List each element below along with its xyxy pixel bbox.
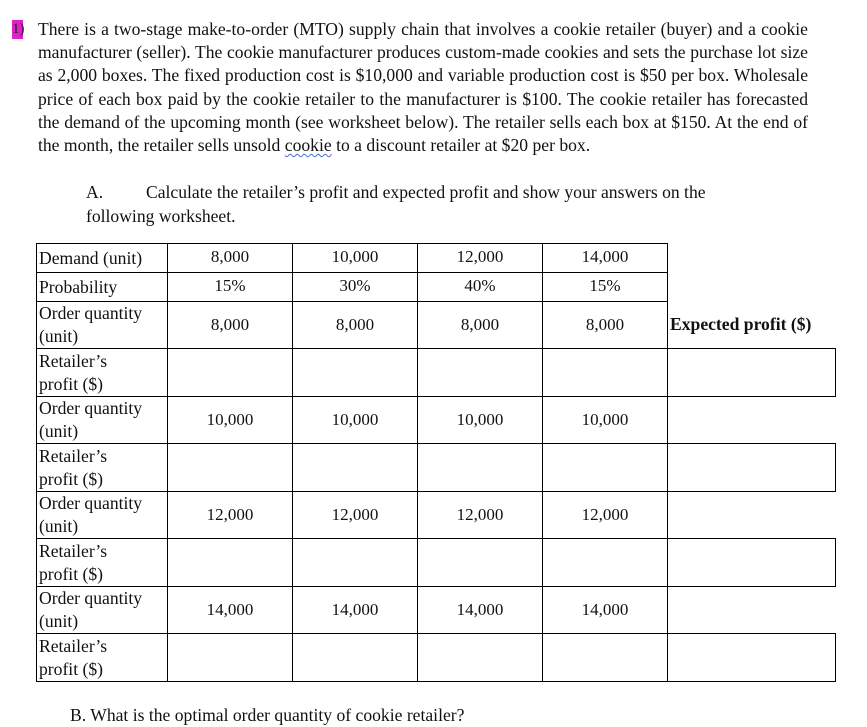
retailer-profit-row: [37, 444, 836, 492]
profit-input-cell[interactable]: [168, 539, 293, 587]
order-quantity-cell: 14,000: [293, 587, 418, 634]
profit-input-cell[interactable]: [168, 349, 293, 397]
retailer-profit-label: Retailer’s profit ($): [37, 349, 168, 397]
retailer-profit-label: Retailer’s profit ($): [37, 539, 168, 587]
part-a-text-line1: Calculate the retailer’s profit and expected profit and show your answers on the: [146, 182, 706, 202]
order-quantity-cell: 14,000: [168, 587, 293, 634]
retailer-profit-row: [37, 349, 836, 397]
profit-input-cell[interactable]: [543, 539, 668, 587]
retailer-profit-label: Retailer’s profit ($): [37, 444, 168, 492]
order-quantity-cell: 10,000: [543, 397, 668, 444]
retailer-profit-row: [37, 634, 836, 682]
expected-profit-input-cell[interactable]: [668, 444, 836, 492]
order-quantity-cell: 10,000: [168, 397, 293, 444]
empty-cell: [668, 244, 836, 273]
expected-profit-input-cell[interactable]: [668, 634, 836, 682]
order-quantity-cell: 14,000: [543, 587, 668, 634]
order-quantity-cell: 12,000: [418, 492, 543, 539]
order-quantity-label: Order quantity (unit): [37, 587, 168, 634]
profit-input-cell[interactable]: [293, 634, 418, 682]
profit-input-cell[interactable]: [543, 444, 668, 492]
question-number-highlight: [12, 20, 23, 39]
demand-cell: 10,000: [293, 244, 418, 273]
order-quantity-cell: 8,000: [293, 302, 418, 349]
question-number: 1): [12, 21, 25, 37]
empty-cell: [668, 397, 836, 444]
demand-cell: 8,000: [168, 244, 293, 273]
order-quantity-cell: 12,000: [168, 492, 293, 539]
retailer-profit-row: [37, 539, 836, 587]
order-quantity-label: Order quantity (unit): [37, 302, 168, 349]
order-quantity-row: [37, 397, 836, 444]
profit-input-cell[interactable]: [418, 444, 543, 492]
order-quantity-cell: 14,000: [418, 587, 543, 634]
probability-cell: 40%: [418, 273, 543, 302]
profit-input-cell[interactable]: [543, 634, 668, 682]
question-paragraph: [38, 18, 808, 157]
probability-cell: 15%: [543, 273, 668, 302]
profit-input-cell[interactable]: [168, 634, 293, 682]
demand-label: Demand (unit): [37, 244, 168, 273]
profit-input-cell[interactable]: [293, 444, 418, 492]
probability-cell: 30%: [293, 273, 418, 302]
profit-input-cell[interactable]: [418, 539, 543, 587]
order-quantity-cell: 12,000: [293, 492, 418, 539]
order-quantity-cell: 12,000: [543, 492, 668, 539]
question-text-after: to a discount retailer at $20 per box.: [331, 135, 591, 156]
probability-label: Probability: [37, 273, 168, 302]
order-quantity-cell: 8,000: [168, 302, 293, 349]
empty-cell: [668, 587, 836, 634]
expected-profit-input-cell[interactable]: [668, 539, 836, 587]
probability-cell: 15%: [168, 273, 293, 302]
question-text-before: There is a two-stage make-to-order (MTO) supply chain that involves a cookie retailer (buyer) and a cookie manufacturer (seller). The cookie manufacturer produces custom-made cookies and sets the purchase lot size as 2,000 boxes. The fixed production cost is $10,000 and variable production cost is $50 per box. Wholesale price of each box paid by the cookie retailer to the manufacturer is $100. The cookie retailer has forecasted the demand of the upcoming month (see worksheet below). The retailer sells each box at $150. At the end of the month, the retailer sells unsold: [38, 19, 808, 156]
order-quantity-row: [37, 302, 836, 349]
order-quantity-label: Order quantity (unit): [37, 397, 168, 444]
empty-cell: [668, 492, 836, 539]
demand-cell: 14,000: [543, 244, 668, 273]
part-a-label: A.: [86, 182, 104, 202]
profit-input-cell[interactable]: [293, 349, 418, 397]
order-quantity-cell: 8,000: [418, 302, 543, 349]
profit-input-cell[interactable]: [418, 634, 543, 682]
profit-input-cell[interactable]: [543, 349, 668, 397]
order-quantity-row: [37, 492, 836, 539]
part-a-text-line2: following worksheet.: [86, 206, 236, 226]
part-b-question: B. What is the optimal order quantity of cookie retailer?: [70, 705, 465, 725]
part-a-instruction: [86, 180, 806, 228]
empty-cell: [668, 273, 836, 302]
demand-row: [37, 244, 836, 273]
demand-cell: 12,000: [418, 244, 543, 273]
profit-worksheet: [36, 243, 836, 682]
expected-profit-header: Expected profit ($): [670, 314, 812, 335]
probability-row: [37, 273, 836, 302]
profit-input-cell[interactable]: [293, 539, 418, 587]
retailer-profit-label: Retailer’s profit ($): [37, 634, 168, 682]
spellcheck-word: cookie: [284, 135, 332, 156]
profit-input-cell[interactable]: [168, 444, 293, 492]
expected-profit-input-cell[interactable]: [668, 349, 836, 397]
order-quantity-cell: 10,000: [418, 397, 543, 444]
order-quantity-label: Order quantity (unit): [37, 492, 168, 539]
profit-input-cell[interactable]: [418, 349, 543, 397]
order-quantity-cell: 10,000: [293, 397, 418, 444]
order-quantity-cell: 8,000: [543, 302, 668, 349]
order-quantity-row: [37, 587, 836, 634]
